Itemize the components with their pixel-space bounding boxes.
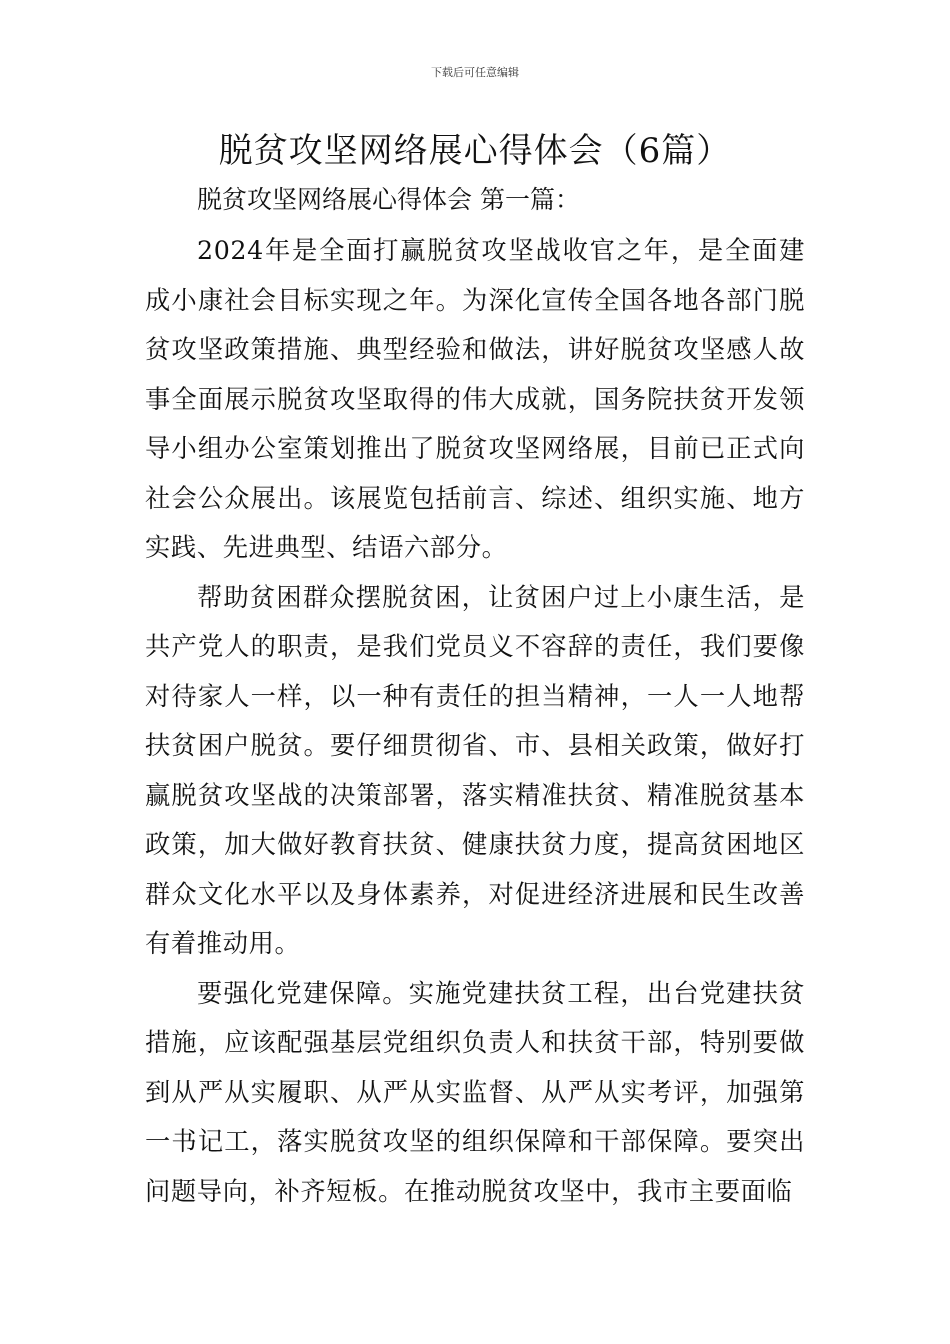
document-title: 脱贫攻坚网络展心得体会（6篇）: [218, 131, 732, 171]
section-subtitle: 脱贫攻坚网络展心得体会 第一篇：: [197, 185, 580, 214]
header-note: 下载后可任意编辑: [431, 66, 519, 79]
document-body: [145, 174, 805, 1216]
paragraph: 要强化党建保障。实施党建扶贫工程，出台党建扶贫措施，应该配强基层党组织负责人和扶贫干部，特别要做到从严从实履职、从严从实监督、从严从实考评，加强第一书记工，落实脱贫攻坚的组织保障和干部保障。要突出问题导向，补齐短板。在推动脱贫攻坚中，我市主要面临: [145, 978, 805, 1206]
paragraph: 帮助贫困群众摆脱贫困，让贫困户过上小康生活，是共产党人的职责，是我们党员义不容辞的责任，我们要像对待家人一样，以一种有责任的担当精神，一人一人地帮扶贫困户脱贫。要仔细贯彻省、市、县相关政策，做好打赢脱贫攻坚战的决策部署，落实精准扶贫、精准脱贫基本政策，加大做好教育扶贫、健康扶贫力度，提高贫困地区群众文化水平以及身体素养，对促进经济进展和民生改善有着推动用。: [145, 582, 805, 958]
paragraph: 2024年是全面打赢脱贫攻坚战收官之年，是全面建成小康社会目标实现之年。为深化宣传全国各地各部门脱贫攻坚政策措施、典型经验和做法，讲好脱贫攻坚感人故事全面展示脱贫攻坚取得的伟大成就，国务院扶贫开发领导小组办公室策划推出了脱贫攻坚网络展，目前已正式向社会公众展出。该展览包括前言、综述、组织实施、地方实践、先进典型、结语六部分。: [145, 236, 805, 562]
